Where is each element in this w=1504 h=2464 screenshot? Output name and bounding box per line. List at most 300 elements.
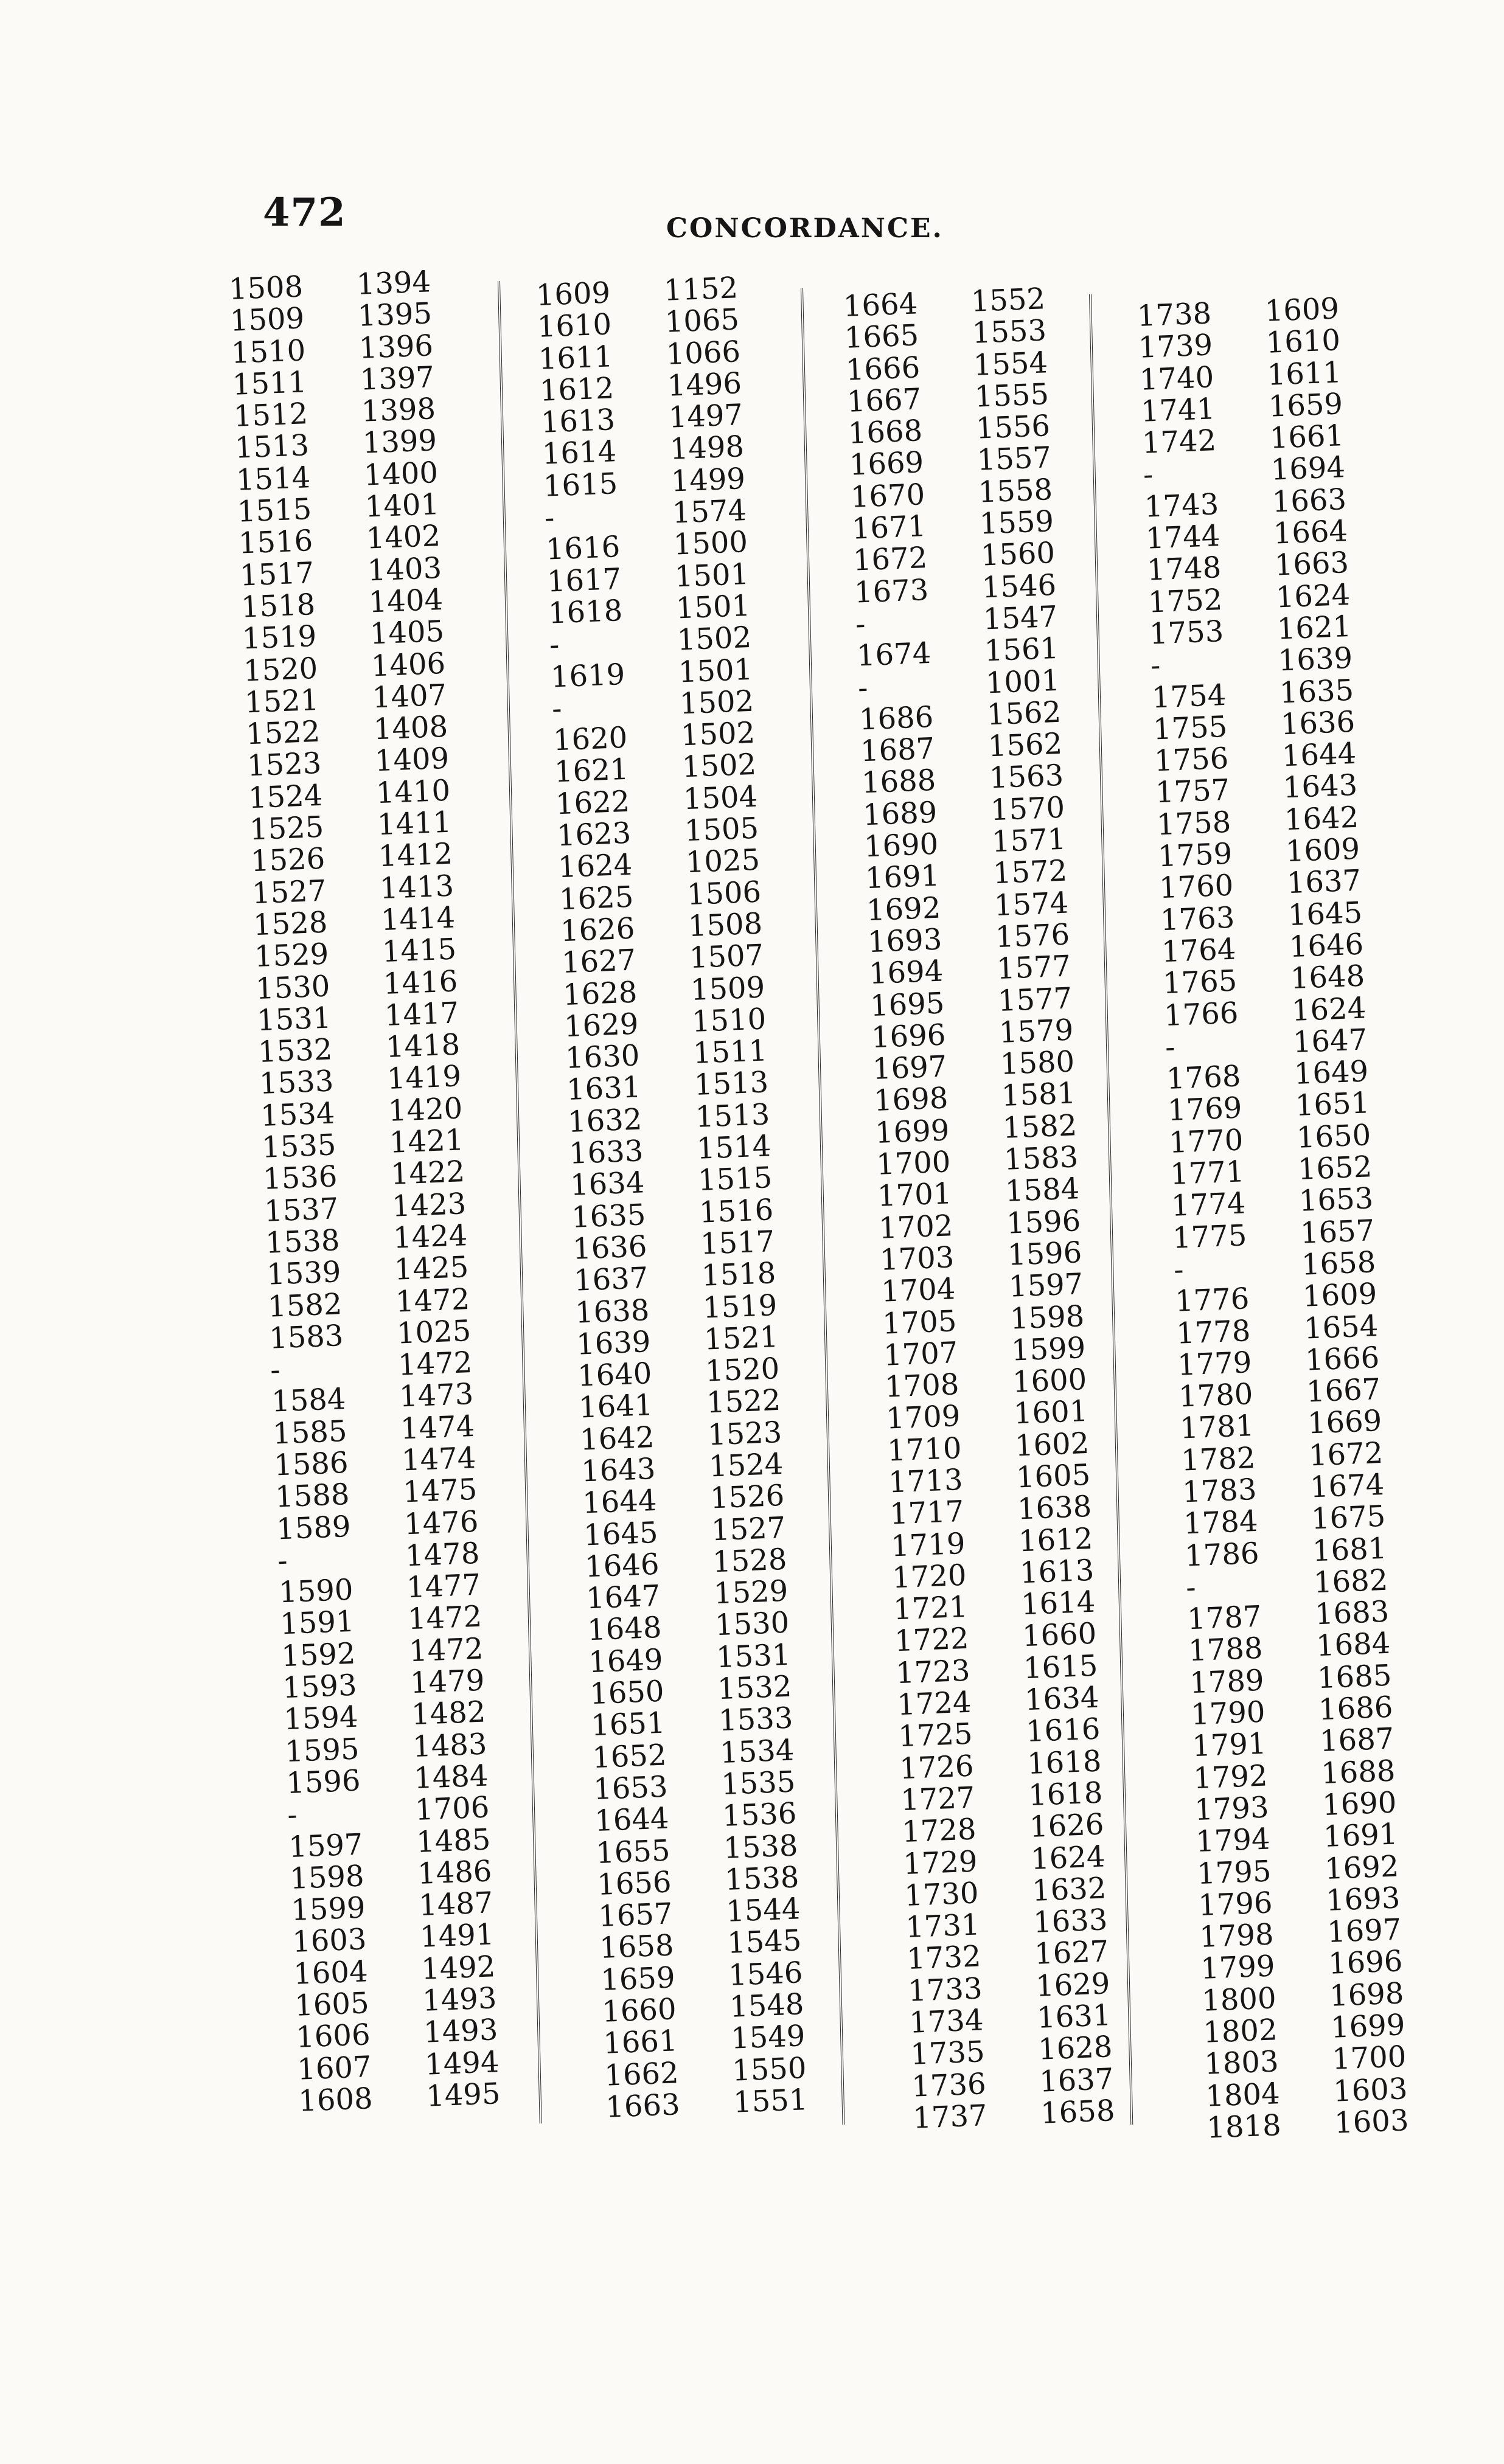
target-number: 1658 [1040, 2093, 1116, 2131]
target-number: 1496 [666, 366, 743, 403]
target-number: 1653 [1298, 1181, 1374, 1219]
target-number: 1504 [682, 779, 759, 817]
target-number: 1652 [1297, 1150, 1373, 1187]
source-number: 1598 [289, 1859, 365, 1896]
target-number: 1533 [718, 1701, 794, 1738]
source-number: 1644 [582, 1484, 658, 1521]
target-number: 1634 [1024, 1680, 1100, 1718]
source-number: 1771 [1169, 1154, 1245, 1192]
target-number: 1562 [987, 726, 1064, 764]
source-number: 1705 [882, 1303, 958, 1341]
source-number: 1607 [296, 2049, 372, 2087]
source-number: 1658 [599, 1928, 675, 1966]
source-number: 1644 [594, 1801, 670, 1839]
source-number: 1709 [885, 1399, 961, 1437]
target-number: 1596 [1006, 1235, 1083, 1272]
source-number: 1627 [561, 943, 637, 980]
source-number: 1593 [282, 1668, 358, 1706]
target-number: 1648 [1289, 959, 1366, 996]
source-number: 1623 [556, 816, 632, 853]
source-number: 1672 [852, 541, 928, 578]
source-number: 1757 [1155, 773, 1231, 810]
target-number: 1544 [725, 1892, 801, 1929]
source-number: 1730 [903, 1876, 980, 1913]
source-number: 1657 [597, 1897, 674, 1934]
source-number: 1697 [872, 1049, 948, 1087]
source-number: 1707 [883, 1335, 959, 1373]
source-number: 1735 [910, 2035, 986, 2072]
target-number: 1518 [701, 1256, 777, 1293]
target-number: 1522 [706, 1383, 782, 1420]
target-number: 1601 [1013, 1394, 1089, 1431]
source-number: 1516 [237, 524, 314, 561]
source-number: 1710 [886, 1431, 963, 1468]
target-number: 1642 [1283, 800, 1360, 838]
source-number: 1656 [596, 1865, 672, 1902]
target-number: 1659 [1267, 387, 1344, 424]
target-number: 1597 [1008, 1267, 1084, 1304]
source-number: 1670 [849, 477, 926, 515]
target-number: 1528 [712, 1542, 788, 1580]
target-number: 1636 [1279, 704, 1356, 742]
target-number: 1482 [411, 1695, 487, 1732]
target-number: 1663 [1271, 482, 1348, 519]
target-number: 1621 [1276, 609, 1353, 647]
target-number: 1420 [387, 1091, 464, 1128]
target-number: 1646 [1288, 927, 1365, 965]
source-number: 1636 [572, 1229, 648, 1266]
source-number: 1732 [906, 1939, 982, 1977]
source-number: 1789 [1189, 1663, 1265, 1701]
source-number: 1769 [1167, 1091, 1243, 1128]
target-number: 1511 [692, 1033, 768, 1071]
source-number: 1608 [298, 2081, 374, 2119]
source-number: 1648 [587, 1611, 663, 1648]
source-number: 1802 [1202, 2013, 1278, 2050]
target-number: 1561 [983, 631, 1060, 668]
target-number: 1632 [1031, 1871, 1107, 1908]
target-number: 1660 [1022, 1617, 1098, 1654]
target-number: 1517 [699, 1224, 776, 1261]
target-number: 1596 [1005, 1203, 1082, 1241]
target-number: 1534 [719, 1733, 795, 1770]
target-number: 1602 [1014, 1426, 1090, 1463]
target-number: 1556 [975, 409, 1051, 446]
target-number: 1631 [1036, 1998, 1112, 2035]
target-number: 1527 [711, 1510, 787, 1547]
target-number: 1414 [380, 900, 456, 938]
target-number: 1418 [385, 1027, 461, 1065]
target-number: 1550 [731, 2050, 807, 2088]
source-number: - [854, 606, 866, 642]
source-number: - [1142, 457, 1154, 493]
target-number: 1411 [376, 805, 453, 842]
source-number: 1720 [891, 1558, 967, 1595]
source-number: 1639 [576, 1324, 652, 1362]
target-number: 1599 [1011, 1330, 1087, 1368]
target-number: 1529 [713, 1574, 789, 1611]
source-number: 1766 [1163, 995, 1239, 1033]
source-number: 1536 [262, 1159, 338, 1197]
target-number: 1603 [1332, 2071, 1408, 2109]
target-number: 1421 [388, 1123, 465, 1160]
source-number: 1733 [907, 1971, 983, 2008]
source-number: 1646 [584, 1547, 660, 1584]
source-number: 1721 [893, 1589, 969, 1627]
source-number: 1652 [591, 1738, 667, 1775]
target-number: 1581 [1000, 1076, 1077, 1114]
source-number: 1519 [242, 619, 318, 656]
target-number: 1509 [689, 970, 766, 1007]
target-number: 1513 [694, 1097, 771, 1134]
source-number: 1794 [1195, 1822, 1271, 1859]
target-number: 1570 [989, 790, 1066, 828]
target-number: 1535 [720, 1765, 796, 1802]
target-number: 1424 [392, 1218, 468, 1255]
target-number: 1614 [1020, 1584, 1096, 1622]
target-number: 1479 [409, 1663, 486, 1701]
source-number: - [1150, 648, 1161, 683]
concordance-entry [912, 2093, 1157, 2134]
source-number: 1723 [895, 1653, 971, 1691]
source-number: 1743 [1143, 487, 1220, 524]
target-number: 1693 [1325, 1881, 1401, 1918]
target-number: 1401 [364, 487, 440, 524]
source-number: 1728 [901, 1812, 977, 1850]
source-number: 1695 [869, 985, 945, 1023]
target-number: 1657 [1299, 1213, 1376, 1251]
target-number: 1624 [1275, 577, 1351, 615]
source-number: 1629 [563, 1007, 639, 1044]
target-number: 1486 [417, 1854, 493, 1891]
source-number: 1511 [231, 365, 308, 402]
source-number: 1791 [1191, 1726, 1267, 1764]
source-number: 1632 [567, 1102, 643, 1139]
source-number: 1748 [1146, 550, 1222, 588]
source-number: 1584 [271, 1382, 347, 1420]
source-number: 1768 [1166, 1059, 1242, 1097]
target-number: 1521 [703, 1319, 779, 1357]
target-number: 1600 [1012, 1362, 1088, 1400]
source-number: 1515 [236, 492, 313, 529]
source-number: 1736 [911, 2066, 987, 2104]
source-number: 1524 [248, 778, 324, 816]
source-number: 1717 [889, 1494, 965, 1532]
source-number: 1603 [291, 1922, 367, 1960]
target-number: 1025 [396, 1313, 472, 1351]
source-number: - [1173, 1252, 1185, 1287]
source-number: 1609 [535, 276, 611, 313]
target-number: 1502 [680, 715, 756, 753]
target-number: 1531 [715, 1637, 792, 1675]
target-number: 1497 [667, 398, 744, 435]
source-number: 1737 [912, 2098, 988, 2136]
target-number: 1637 [1039, 2061, 1115, 2099]
source-number: 1527 [251, 873, 327, 911]
target-number: 1425 [394, 1250, 470, 1287]
target-number: 1667 [1306, 1372, 1382, 1409]
target-number: 1672 [1308, 1435, 1384, 1473]
target-number: 1065 [664, 302, 740, 340]
target-number: 1483 [412, 1727, 488, 1764]
target-number: 1571 [990, 822, 1067, 859]
source-number: 1651 [590, 1706, 666, 1743]
target-number: 1666 [1304, 1340, 1380, 1378]
source-number: 1740 [1138, 359, 1215, 397]
target-number: 1399 [361, 423, 438, 461]
source-number: 1620 [552, 720, 628, 758]
target-number: 1681 [1312, 1531, 1388, 1568]
target-number: 1501 [677, 652, 754, 689]
source-number: 1686 [858, 699, 935, 737]
target-number: 1700 [1331, 2039, 1407, 2077]
source-number: 1760 [1158, 868, 1234, 906]
source-number: 1638 [574, 1293, 650, 1330]
source-number: 1517 [238, 555, 315, 593]
source-number: 1781 [1179, 1409, 1255, 1446]
target-number: 1692 [1324, 1848, 1400, 1886]
source-number: 1701 [877, 1176, 953, 1214]
target-number: 1491 [419, 1917, 495, 1955]
target-number: 1628 [1037, 2030, 1113, 2067]
target-number: 1610 [1265, 323, 1341, 361]
target-number: 1609 [1302, 1277, 1378, 1314]
target-number: 1615 [1023, 1648, 1099, 1686]
source-number: 1650 [589, 1674, 665, 1712]
source-number: 1671 [851, 509, 927, 546]
target-number: 1611 [1266, 355, 1342, 392]
target-number: 1555 [973, 377, 1050, 414]
source-number: 1731 [905, 1907, 981, 1945]
source-number: 1535 [261, 1128, 337, 1165]
target-number: 1603 [1334, 2103, 1410, 2140]
target-number: 1691 [1323, 1817, 1399, 1855]
source-number: 1597 [288, 1827, 364, 1864]
target-number: 1505 [683, 811, 760, 849]
target-number: 1618 [1028, 1775, 1104, 1813]
target-number: 1574 [671, 493, 748, 530]
target-number: 1626 [1029, 1807, 1105, 1845]
source-number: 1742 [1141, 423, 1217, 460]
source-number: 1628 [562, 974, 638, 1012]
source-number: 1756 [1154, 741, 1230, 779]
target-number: 1519 [702, 1288, 778, 1325]
source-number: 1713 [888, 1462, 964, 1500]
concordance-entry [1206, 2103, 1450, 2144]
source-number: 1647 [585, 1578, 661, 1616]
source-number: 1666 [844, 350, 921, 387]
source-number: 1722 [894, 1622, 970, 1659]
source-number: 1522 [245, 714, 321, 752]
source-number: 1673 [853, 572, 930, 610]
target-number: 1682 [1313, 1563, 1389, 1600]
target-number: 1415 [381, 932, 458, 970]
target-number: 1658 [1300, 1245, 1377, 1282]
target-number: 1492 [420, 1949, 496, 1987]
source-number: 1692 [866, 890, 942, 928]
source-number: 1589 [276, 1509, 352, 1547]
target-number: 1476 [403, 1504, 479, 1541]
target-number: 1651 [1294, 1086, 1371, 1123]
running-head: CONCORDANCE. [666, 213, 944, 244]
target-number: 1696 [1328, 1944, 1404, 1982]
target-number: 1563 [988, 758, 1065, 796]
target-number: 1690 [1321, 1785, 1398, 1823]
target-number: 1577 [995, 949, 1072, 987]
source-number: - [857, 670, 869, 706]
source-number: 1754 [1151, 678, 1227, 715]
source-number: 1744 [1144, 519, 1221, 556]
source-number: 1724 [896, 1685, 972, 1723]
target-number: 1661 [1269, 418, 1345, 456]
target-number: 1639 [1277, 641, 1354, 678]
source-number: 1763 [1160, 900, 1236, 937]
source-number: 1653 [593, 1769, 669, 1807]
source-number: 1726 [899, 1749, 975, 1786]
target-number: 1548 [729, 1987, 805, 2024]
target-number: 1412 [377, 836, 454, 874]
source-number: 1643 [580, 1451, 656, 1489]
source-number: 1729 [902, 1844, 978, 1881]
source-number: 1691 [865, 858, 941, 896]
source-number: 1783 [1182, 1472, 1258, 1510]
target-number: 1579 [998, 1013, 1074, 1050]
source-number: 1604 [293, 1954, 369, 1991]
target-number: 1674 [1309, 1467, 1385, 1505]
source-number: - [551, 691, 563, 726]
target-number: 1499 [670, 461, 747, 499]
source-number: 1738 [1136, 296, 1213, 333]
source-number: 1755 [1152, 709, 1228, 747]
target-number: 1402 [365, 519, 442, 556]
target-number: 1520 [705, 1352, 781, 1389]
source-number: 1796 [1197, 1886, 1273, 1923]
source-number: 1664 [842, 286, 919, 324]
source-number: - [287, 1797, 298, 1833]
source-number: 1537 [263, 1191, 339, 1229]
target-number: 1536 [722, 1796, 798, 1834]
source-number: 1758 [1156, 805, 1232, 842]
target-number: 1547 [982, 599, 1059, 637]
source-number: 1642 [579, 1420, 655, 1457]
target-number: 1686 [1318, 1690, 1394, 1727]
target-number: 1475 [402, 1473, 478, 1510]
source-number: 1787 [1186, 1599, 1262, 1637]
target-number: 1685 [1317, 1658, 1393, 1696]
source-number: 1793 [1194, 1790, 1270, 1828]
target-number: 1397 [359, 360, 436, 397]
source-number: 1700 [876, 1145, 952, 1182]
source-number: 1645 [583, 1515, 659, 1553]
target-number: 1664 [1272, 514, 1349, 551]
target-number: 1558 [977, 472, 1054, 510]
source-number: 1634 [569, 1165, 646, 1203]
target-number: 1410 [375, 773, 451, 811]
source-number: 1786 [1184, 1536, 1260, 1574]
source-number: 1782 [1180, 1440, 1256, 1478]
source-number: 1795 [1196, 1853, 1272, 1891]
source-number: 1525 [249, 810, 325, 847]
source-number: 1508 [228, 269, 304, 307]
source-number: 1510 [230, 333, 307, 370]
target-number: 1501 [674, 557, 750, 594]
source-number: 1798 [1199, 1917, 1275, 1955]
source-number: 1753 [1148, 614, 1225, 651]
source-number: 1583 [268, 1318, 344, 1356]
target-number: 1409 [374, 741, 450, 779]
source-number: 1538 [265, 1223, 341, 1260]
target-number: 1403 [366, 550, 443, 588]
source-number: 1531 [256, 1001, 332, 1038]
target-number: 1551 [733, 2082, 809, 2120]
source-number: 1667 [846, 382, 922, 419]
source-number: 1799 [1200, 1949, 1276, 1987]
target-number: 1684 [1315, 1626, 1391, 1664]
target-number: 1472 [407, 1600, 483, 1637]
source-number: 1591 [279, 1605, 355, 1642]
source-number: 1687 [860, 731, 936, 769]
target-number: 1683 [1314, 1594, 1390, 1632]
source-number: 1592 [280, 1636, 357, 1674]
target-number: 1526 [709, 1479, 785, 1516]
target-number: 1405 [369, 614, 445, 651]
target-number: 1514 [695, 1129, 772, 1166]
source-number: 1617 [546, 561, 622, 599]
source-number: 1784 [1183, 1504, 1259, 1541]
source-number: 1674 [856, 636, 932, 673]
source-number: 1513 [234, 428, 310, 466]
source-number: 1775 [1172, 1218, 1248, 1255]
target-number: 1609 [1284, 831, 1361, 869]
source-number: 1596 [285, 1763, 361, 1801]
source-number: - [270, 1353, 281, 1387]
target-number: 1152 [663, 271, 739, 308]
target-number: 1605 [1015, 1457, 1091, 1495]
target-number: 1396 [358, 328, 434, 366]
target-number: 1513 [693, 1065, 770, 1103]
target-number: 1557 [976, 440, 1053, 478]
source-number: 1792 [1192, 1758, 1269, 1796]
target-number: 1515 [697, 1161, 773, 1198]
source-number: 1774 [1171, 1186, 1247, 1224]
source-number: 1528 [252, 905, 329, 943]
source-number: 1725 [897, 1716, 973, 1754]
target-number: 1484 [413, 1758, 489, 1796]
target-number: 1398 [360, 392, 437, 429]
source-number: 1688 [861, 763, 937, 800]
target-number: 1485 [416, 1822, 492, 1859]
target-number: 1502 [681, 748, 757, 785]
target-number: 1613 [1019, 1553, 1095, 1591]
source-number: 1776 [1174, 1282, 1250, 1319]
target-number: 1498 [669, 429, 745, 467]
source-number: 1526 [250, 841, 326, 879]
source-number: 1599 [290, 1890, 366, 1928]
target-number: 1502 [678, 684, 755, 721]
target-number: 1508 [687, 906, 764, 944]
target-number: 1582 [1001, 1108, 1078, 1145]
source-number: 1585 [272, 1414, 348, 1451]
source-number: 1631 [566, 1070, 642, 1108]
target-number: 1577 [997, 980, 1073, 1018]
target-number: 1583 [1003, 1140, 1079, 1177]
target-number: 1572 [992, 853, 1068, 891]
source-number: 1699 [874, 1113, 950, 1150]
target-number: 1066 [665, 334, 741, 372]
source-number: 1663 [605, 2087, 681, 2125]
source-number: 1509 [229, 301, 305, 339]
source-number: 1615 [542, 466, 619, 504]
